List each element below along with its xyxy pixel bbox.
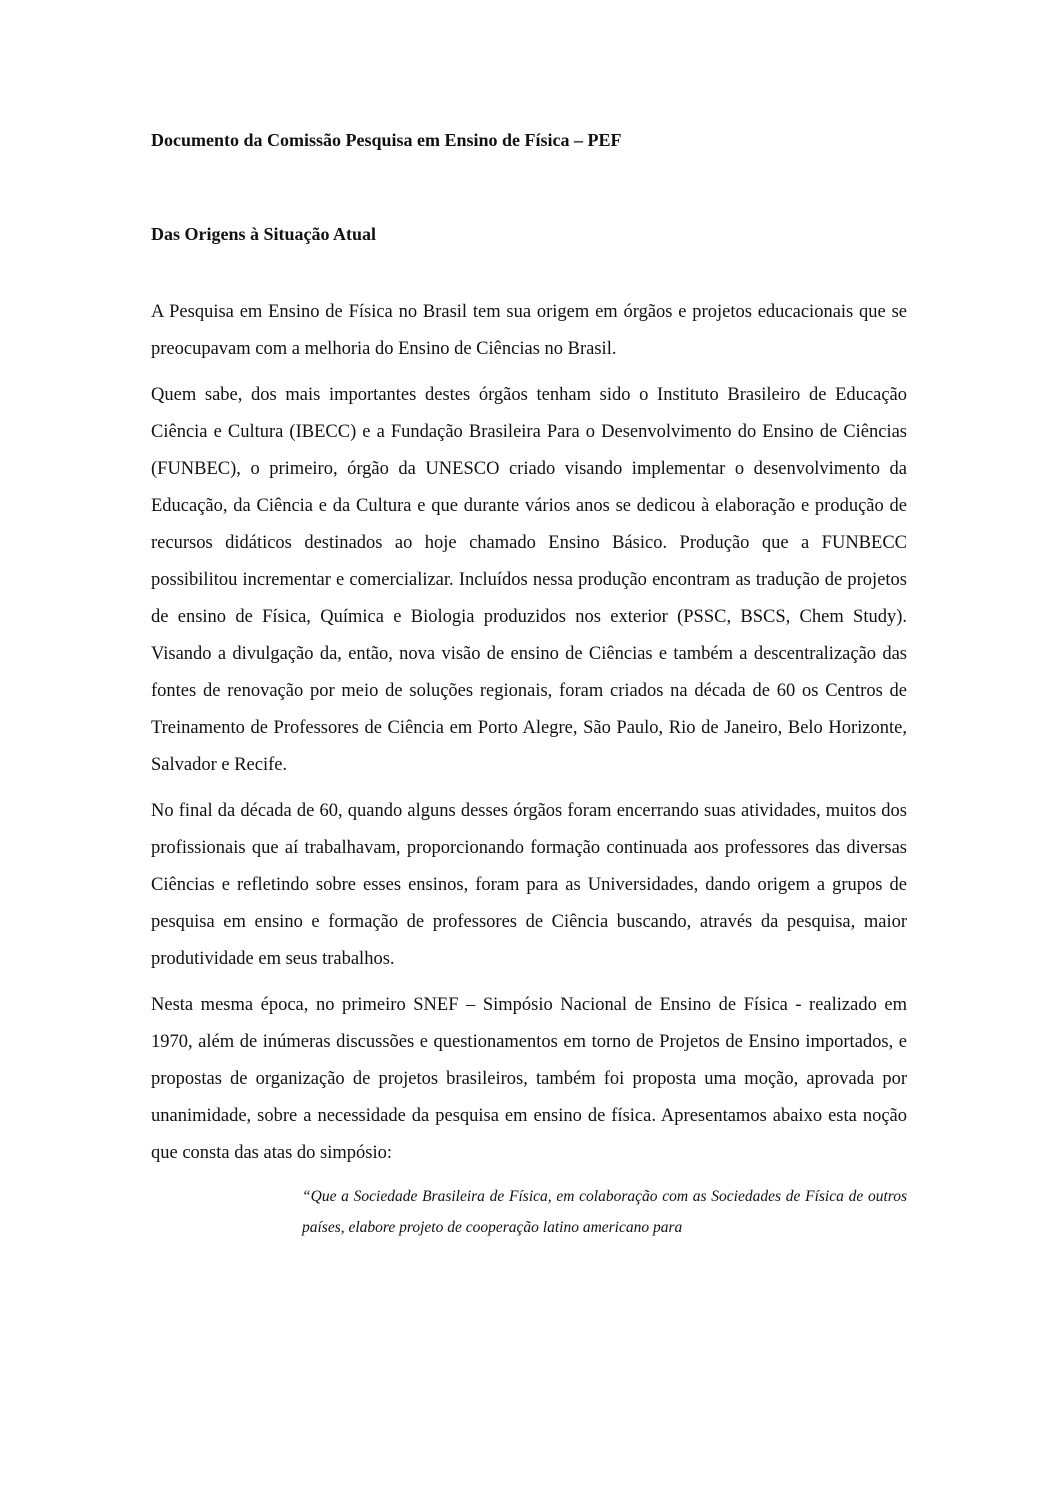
block-quote: “Que a Sociedade Brasileira de Física, em colaboração com as Sociedades de Física de outros países, elabore projeto de cooperação latino americano para bbox=[302, 1188, 907, 1236]
paragraph-3: No final da década de 60, quando alguns desses órgãos foram encerrando suas atividades, muitos dos profissionais que aí trabalhavam, proporcionando formação continuada aos professores das diversas Ciências e refletindo sobre esses ensinos, foram para as Universidades, dando origem a grupos de pesquisa em ensino e formação de professores de Ciência buscando, através da pesquisa, maior produtividade em seus trabalhos. bbox=[151, 801, 907, 969]
paragraph-2: Quem sabe, dos mais importantes destes órgãos tenham sido o Instituto Brasileiro de Educação Ciência e Cultura (IBECC) e a Fundação Brasileira Para o Desenvolvimento do Ensino de Ciências (FUNBEC), o primeiro, órgão da UNESCO criado visando implementar o desenvolvimento da Educação, da Ciência e da Cultura e que durante vários anos se dedicou à elaboração e produção de recursos didáticos destinados ao hoje chamado Ensino Básico. Produção que a FUNBECC possibilitou incrementar e comercializar. Incluídos nessa produção encontram as tradução de projetos de ensino de Física, Química e Biologia produzidos nos exterior (PSSC, BSCS, Chem Study). Visando a divulgação da, então, nova visão de ensino de Ciências e também a descentralização das fontes de renovação por meio de soluções regionais, foram criados na década de 60 os Centros de Treinamento de Professores de Ciência em Porto Alegre, São Paulo, Rio de Janeiro, Belo Horizonte, Salvador e Recife. bbox=[151, 385, 907, 775]
document-page bbox=[151, 126, 907, 1259]
document-title: Documento da Comissão Pesquisa em Ensino de Física – PEF bbox=[151, 130, 622, 150]
paragraph-1: A Pesquisa em Ensino de Física no Brasil tem sua origem em órgãos e projetos educacionais que se preocupavam com a melhoria do Ensino de Ciências no Brasil. bbox=[151, 302, 907, 359]
paragraph-4: Nesta mesma época, no primeiro SNEF – Simpósio Nacional de Ensino de Física - realizado em 1970, além de inúmeras discussões e questionamentos em torno de Projetos de Ensino importados, e propostas de organização de projetos brasileiros, também foi proposta uma moção, aprovada por unanimidade, sobre a necessidade da pesquisa em ensino de física. Apresentamos abaixo esta noção que consta das atas do simpósio: bbox=[151, 995, 907, 1163]
section-title: Das Origens à Situação Atual bbox=[151, 224, 377, 244]
